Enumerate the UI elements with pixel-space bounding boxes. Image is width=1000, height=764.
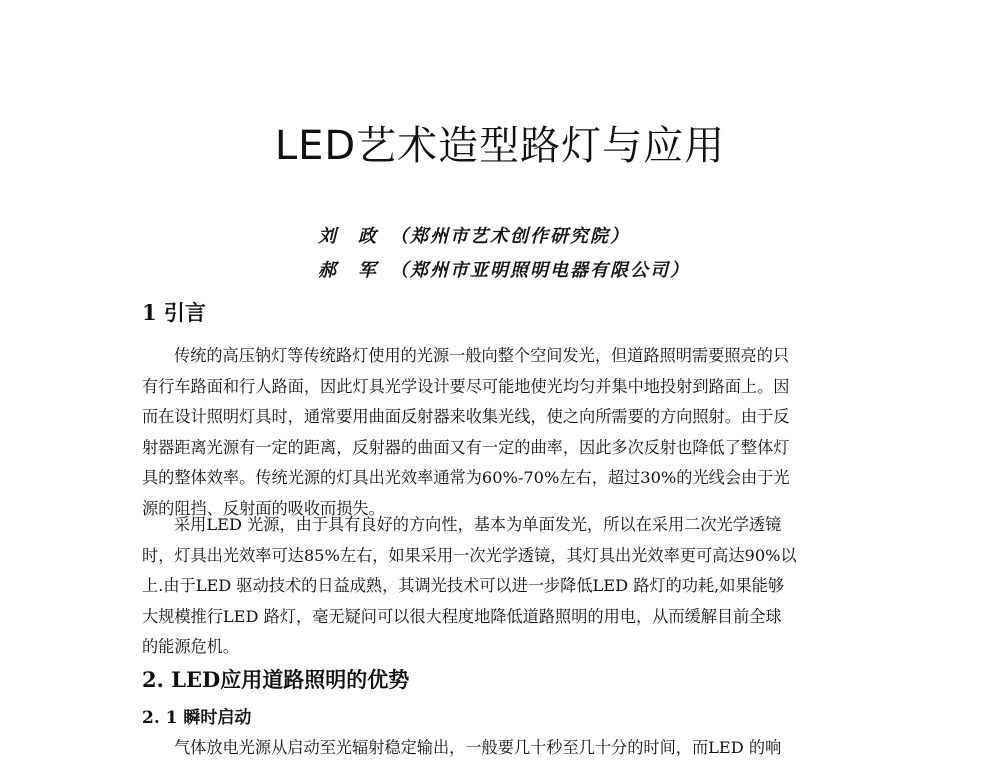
text-line: 有行车路面和行人路面，因此灯具光学设计要尽可能地使光均匀并集中地投射到路面上。因 [142, 376, 790, 396]
paragraph-instant-start [142, 733, 858, 764]
subsection-heading-instant-start: 2. 1 瞬时启动 [142, 708, 252, 728]
paper-title: LED艺术造型路灯与应用 [274, 123, 726, 169]
author-line [318, 258, 690, 284]
author-name: 郝 军 [318, 260, 378, 281]
paragraph-intro-1 [142, 341, 858, 524]
text-line: 采用LED 光源，由于具有良好的方向性，基本为单面发光，所以在采用二次光学透镜 [174, 515, 782, 534]
text-line: 上.由于LED 驱动技术的日益成熟，其调光技术可以进一步降低LED 路灯的功耗,如果能够 [142, 576, 785, 595]
section-heading-advantages: 2. LED应用道路照明的优势 [142, 667, 410, 692]
text-line: 的能源危机。 [142, 637, 240, 656]
section-heading-intro: 1 引言 [142, 300, 206, 325]
author-line [318, 224, 630, 250]
paragraph-intro-2 [142, 510, 858, 663]
text-line: 而在设计照明灯具时，通常要用曲面反射器来收集光线，使之向所需要的方向照射。由于反 [142, 407, 790, 426]
text-line: 气体放电光源从启动至光辐射稳定输出，一般要几十秒至几十分的时间，而LED 的响 [174, 738, 782, 757]
author-name: 刘 政 [318, 226, 378, 247]
author-affiliation: （郑州市亚明照明电器有限公司） [390, 260, 690, 281]
text-line: 源的阻挡、反射面的吸收而损失。 [142, 498, 385, 518]
text-line: 时，灯具出光效率可达85%左右，如果采用一次光学透镜，其灯具出光效率更可高达90%以 [142, 545, 797, 565]
text-line: 射器距离光源有一定的距离，反射器的曲面又有一定的曲率，因此多次反射也降低了整体灯 [142, 437, 790, 457]
author-affiliation: （郑州市艺术创作研究院） [390, 226, 630, 247]
text-line: 传统的高压钠灯等传统路灯使用的光源一般向整个空间发光，但道路照明需要照亮的只 [174, 346, 790, 365]
text-line: 具的整体效率。传统光源的灯具出光效率通常为60%-70%左右，超过30%的光线会由于光 [142, 468, 790, 487]
text-line: 大规模推行LED 路灯，毫无疑问可以很大程度地降低道路照明的用电，从而缓解目前全球 [142, 606, 782, 626]
